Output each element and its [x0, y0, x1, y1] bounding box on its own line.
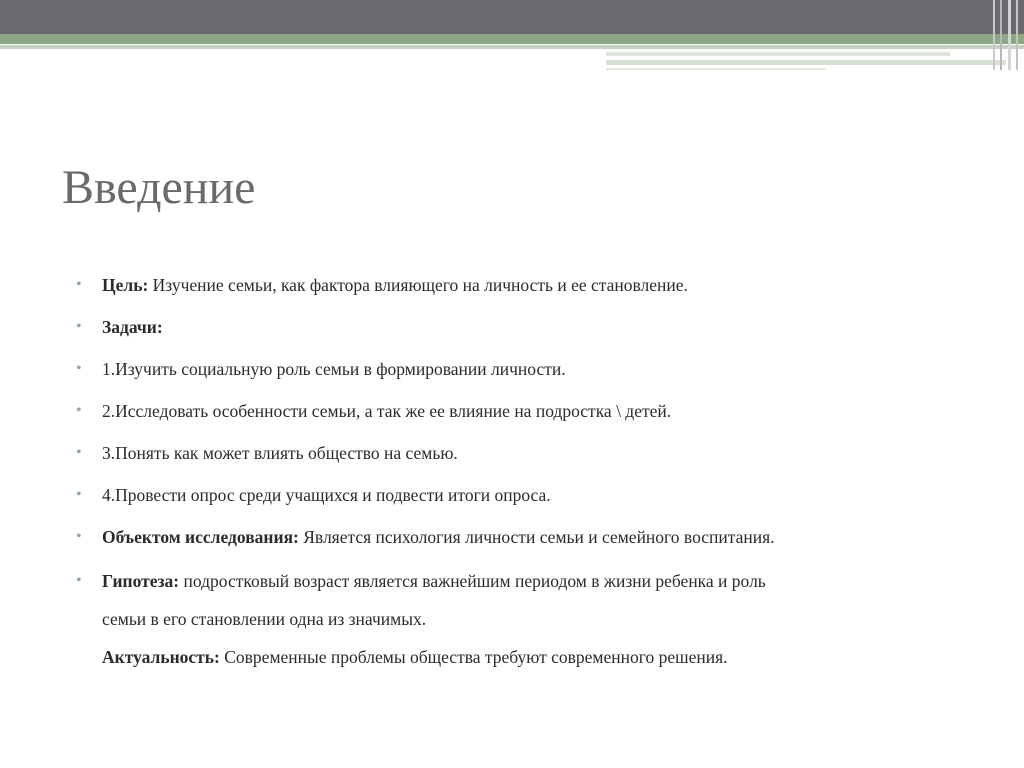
decor-vertical-line — [993, 0, 995, 70]
decor-vertical-line — [1000, 0, 1002, 70]
decor-vertical-line — [1008, 0, 1011, 70]
relevance-text: Современные проблемы общества требуют современного решения. — [219, 647, 728, 667]
item-text: Является психология личности семьи и семейного воспитания. — [298, 527, 775, 547]
item-text: 1.Изучить социальную роль семьи в формировании личности. — [102, 359, 566, 379]
hypothesis-line-2: семьи в его становлении одна из значимых. — [102, 609, 427, 629]
decor-line — [606, 52, 950, 56]
list-item — [76, 436, 976, 478]
header-band — [0, 0, 1024, 34]
item-text: Изучение семьи, как фактора влияющего на личность и ее становление. — [148, 275, 688, 295]
item-text: 4.Провести опрос среди учащихся и подвести итоги опроса. — [102, 485, 551, 505]
list-item — [76, 352, 976, 394]
list-item — [76, 478, 976, 520]
list-item — [76, 268, 976, 310]
list-item — [76, 520, 976, 562]
list-item-hypothesis — [76, 562, 976, 676]
decor-vertical-line — [1016, 0, 1018, 70]
bullet-icon: • — [76, 528, 82, 545]
bullet-icon: • — [76, 486, 82, 503]
relevance-label: Актуальность: — [102, 647, 220, 667]
item-text: 3.Понять как может влиять общество на семью. — [102, 443, 458, 463]
hypothesis-line-1 — [102, 562, 976, 600]
bullet-icon: • — [76, 444, 82, 461]
bullet-icon: • — [76, 402, 82, 419]
list-item — [76, 310, 976, 352]
bullet-icon: • — [76, 572, 82, 589]
item-label: Задачи: — [102, 317, 163, 337]
item-label: Объектом исследования: — [102, 527, 299, 547]
bullet-list — [76, 268, 976, 676]
bullet-icon: • — [76, 318, 82, 335]
bullet-icon: • — [76, 276, 82, 293]
bullet-icon: • — [76, 360, 82, 377]
hypothesis-label: Гипотеза: — [102, 571, 180, 591]
hypothesis-text: подростковый возраст является важнейшим периодом в жизни ребенка и роль — [179, 571, 766, 591]
header-accent-band — [0, 34, 1024, 44]
item-label: Цель: — [102, 275, 149, 295]
relevance-line — [102, 638, 976, 676]
decor-line — [606, 60, 1006, 65]
slide-title: Введение — [62, 161, 256, 214]
item-text: 2.Исследовать особенности семьи, а так же ее влияние на подростка \ детей. — [102, 401, 672, 421]
list-item — [76, 394, 976, 436]
header-accent-line — [0, 45, 1024, 49]
decor-line — [606, 68, 826, 70]
